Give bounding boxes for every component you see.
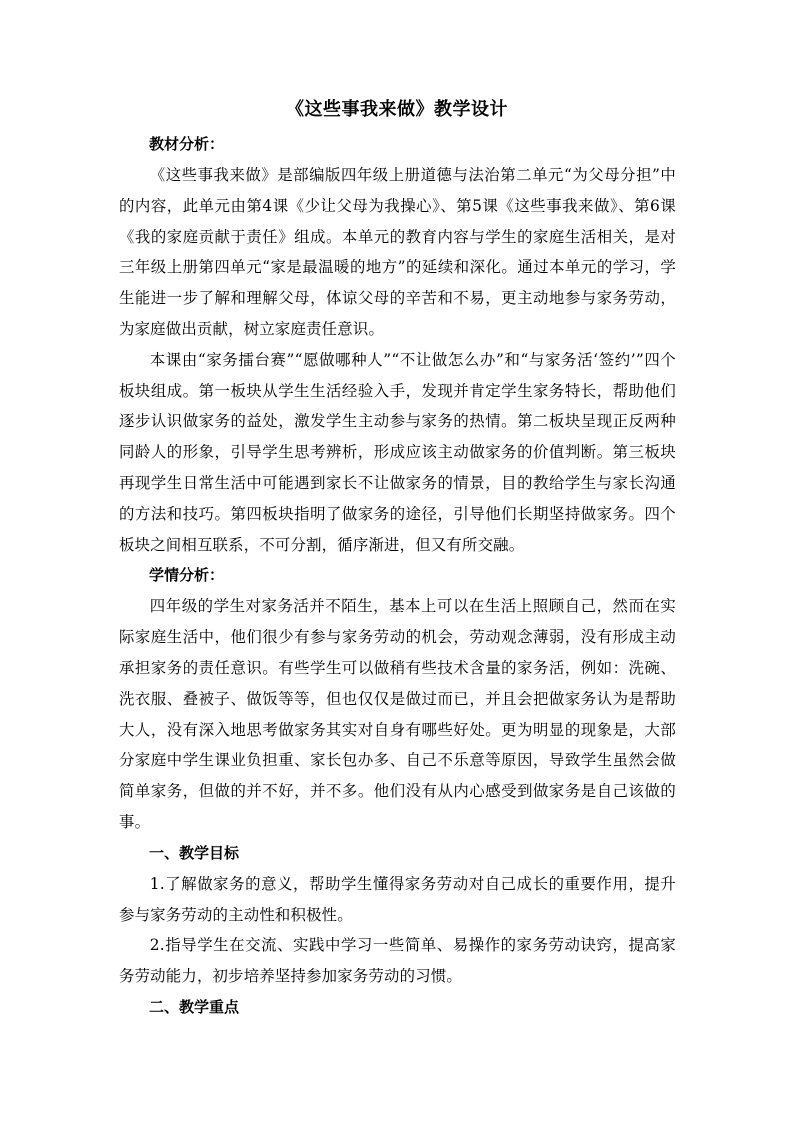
- learner-analysis-heading: 学情分析：: [149, 566, 225, 585]
- material-analysis-paragraph-2: 本课由“家务擂台赛”“愿做哪种人”“不让做怎么办”和“与家务活‘签约’”四个板块组成。第一板块从学生生活经验入手，发现并肯定学生家务特长，帮助他们逐步认识做家务的益处，激发学生主动参与家务的热情。第二板块呈现正反两种同龄人的形象，引导学生思考辨析，形成应该主动做家务的价值判断。第三板块再现学生日常生活中可能遇到家长不让做家务的情景，目的教给学生与家长沟通的方法和技巧。第四板块指明了做家务的途径，引导他们长期坚持做家务。四个板块之间相互联系，不可分割，循序渐进，但又有所交融。: [119, 350, 676, 554]
- material-analysis-paragraph-1: 《这些事我来做》是部编版四年级上册道德与法治第二单元“为父母分担”中的内容，此单元由第4课《少让父母为我操心》、第5课《这些事我来做》、第6课《我的家庭贡献于责任》组成。本单元的教育内容与学生的家庭生活相关，是对三年级上册第四单元“家是最温暖的地方”的延续和深化。通过本单元的学习，学生能进一步了解和理解父母，体谅父母的辛苦和不易，更主动地参与家务劳动，为家庭做出贡献，树立家庭责任意识。: [119, 166, 676, 338]
- teaching-goal-1: 1.了解做家务的意义，帮助学生懂得家务劳动对自己成长的重要作用，提升参与家务劳动的主动性和积极性。: [119, 874, 676, 924]
- material-analysis-heading: 教材分析：: [149, 135, 225, 153]
- learner-analysis-paragraph: 四年级的学生对家务活并不陌生，基本上可以在生活上照顾自己，然而在实际家庭生活中，他们很少有参与家务劳动的机会，劳动观念薄弱，没有形成主动承担家务的责任意识。有些学生可以做稍有些技术含量的家务活，例如：洗碗、洗衣服、叠被子、做饭等等，但也仅仅是做过而已，并且会把做家务认为是帮助大人，没有深入地思考做家务其实对自身有哪些好处。更为明显的现象是，大部分家庭中学生课业负担重、家长包办多、自己不乐意等原因，导致学生虽然会做简单家务，但做的并不好，并不多。他们没有从内心感受到做家务是自己该做的事。: [119, 597, 676, 831]
- teaching-keypoints-heading: 二、教学重点: [149, 997, 240, 1016]
- document-body: [119, 129, 676, 1023]
- document-title: 《这些事我来做》教学设计: [286, 99, 508, 120]
- teaching-goal-2: 2.指导学生在交流、实践中学习一些简单、易操作的家务劳动诀窍，提高家务劳动能力，初步培养坚持参加家务劳动的习惯。: [119, 936, 676, 986]
- teaching-goals-heading: 一、教学目标: [149, 843, 240, 862]
